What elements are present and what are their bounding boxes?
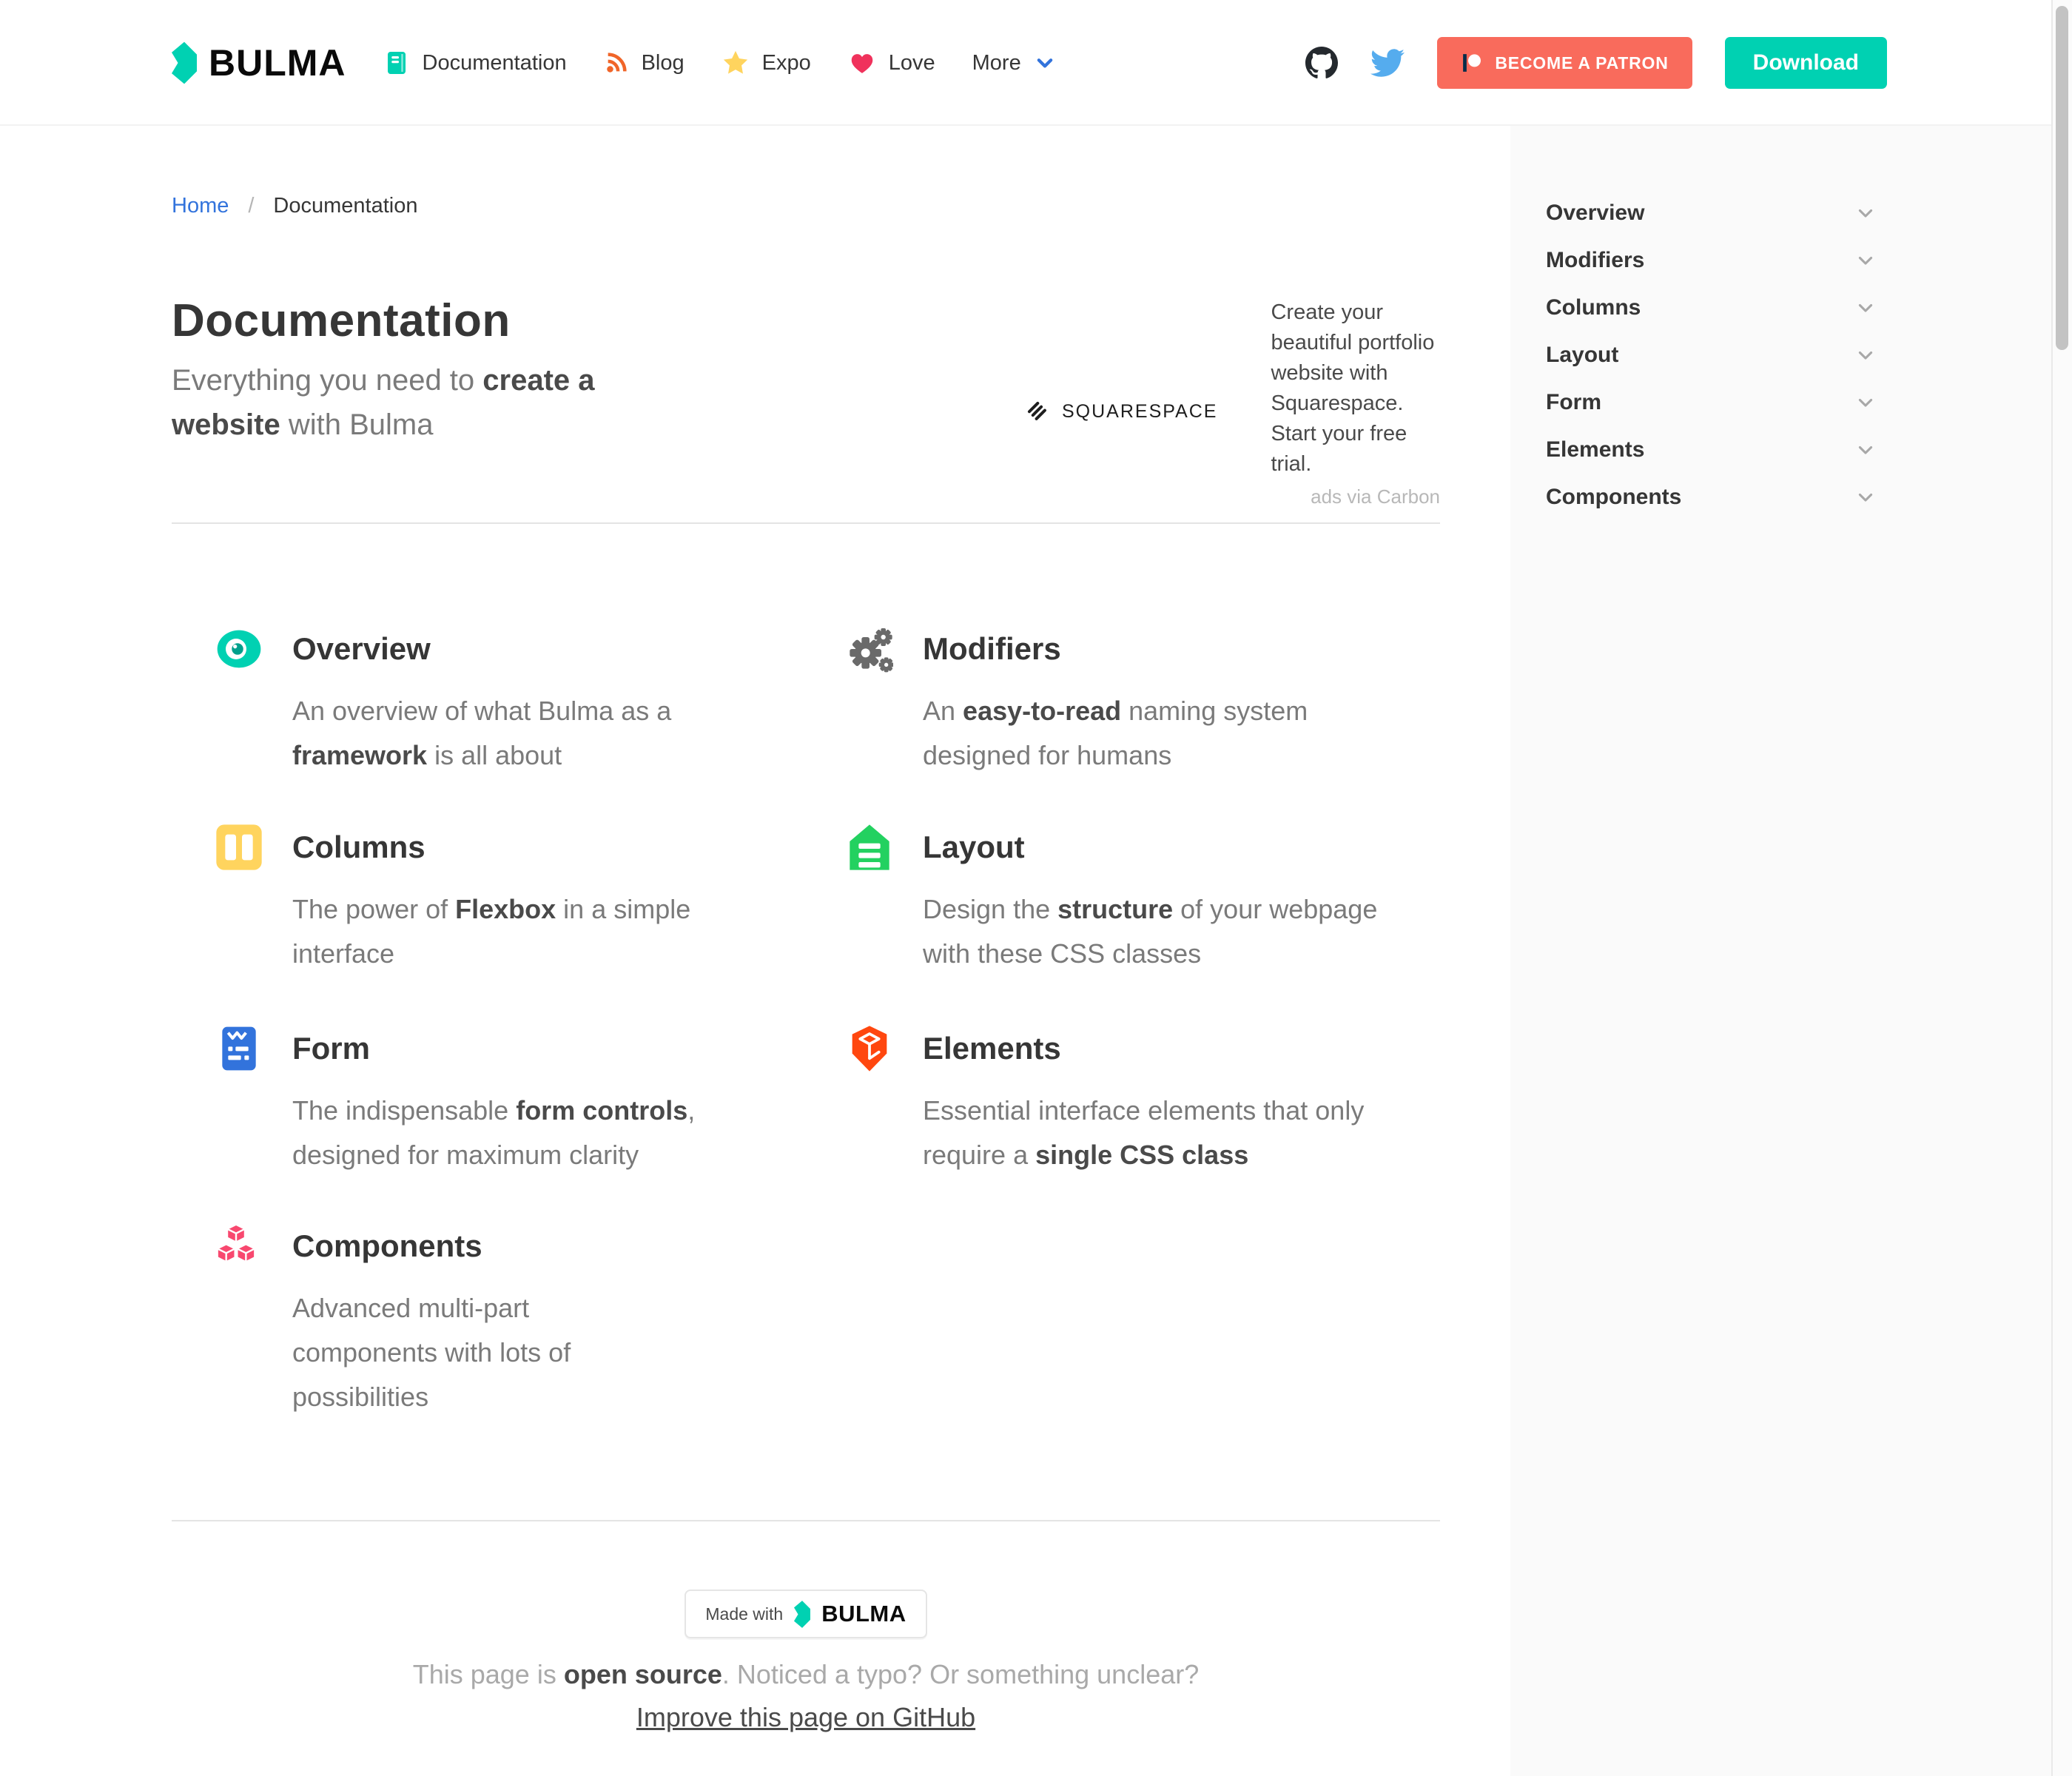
nav-item-label: Expo [761, 50, 811, 75]
improve-page-github-link[interactable]: Improve this page on GitHub [636, 1702, 976, 1732]
chevron-down-icon[interactable] [1855, 203, 1876, 223]
navbar [0, 0, 2072, 126]
cube-group [218, 1225, 255, 1262]
cube-icon [846, 1025, 893, 1072]
doc-card-overview[interactable] [215, 625, 729, 778]
card-title: Modifiers [923, 631, 1061, 666]
toc-item-layout[interactable]: Layout [1546, 332, 1876, 379]
bulma-gem-icon [172, 41, 197, 84]
cubes-icon [215, 1222, 263, 1270]
card-description: An overview of what Bulma as a framework is all about [292, 696, 672, 770]
chevron-down-icon[interactable] [1855, 345, 1876, 366]
scrollbar-thumb[interactable] [2056, 6, 2068, 350]
become-a-patron-button[interactable] [1437, 37, 1692, 89]
nav-item-label: Love [888, 50, 935, 75]
github-icon[interactable] [1305, 47, 1338, 79]
breadcrumb-separator: / [248, 194, 255, 218]
footer [172, 1590, 1440, 1733]
breadcrumb-home-link[interactable]: Home [172, 194, 229, 218]
nav-item-label: More [972, 50, 1021, 75]
navbar-right [1305, 0, 1887, 126]
doc-card-modifiers[interactable] [846, 625, 1389, 778]
nav-item-documentation[interactable] [383, 50, 567, 76]
carbon-ad [1025, 297, 1440, 508]
header-divider [172, 522, 1440, 524]
nav-item-label: Blog [641, 50, 684, 75]
nav-item-blog[interactable] [604, 50, 684, 75]
eye-icon [215, 625, 263, 673]
book-icon [383, 50, 410, 76]
toc-item-form[interactable]: Form [1546, 379, 1876, 426]
footer-note: This page is open source. Noticed a typo? Or something unclear? [412, 1659, 1200, 1689]
navbar-left [172, 0, 1056, 126]
patreon-icon [1461, 52, 1483, 74]
chevron-down-icon[interactable] [1855, 297, 1876, 318]
bulma-logo[interactable] [172, 41, 346, 84]
bulma-gem-icon [794, 1601, 810, 1628]
made-with-brand: BULMA [821, 1601, 906, 1627]
nav-item-love[interactable] [848, 49, 935, 77]
doc-card-elements[interactable] [846, 1025, 1389, 1177]
toc-item-components[interactable]: Components [1546, 474, 1876, 521]
ads-via-carbon-link[interactable]: ads via Carbon [1311, 485, 1440, 508]
doc-card-components[interactable] [215, 1222, 636, 1419]
card-description: The indispensable form controls, designed for maximum clarity [292, 1095, 696, 1170]
layout-icon [846, 824, 893, 871]
card-title: Layout [923, 830, 1025, 864]
nav-item-label: Documentation [422, 50, 567, 75]
squarespace-icon [1025, 399, 1050, 424]
nav-item-expo[interactable] [722, 49, 811, 77]
made-with-label: Made with [705, 1604, 784, 1624]
twitter-icon[interactable] [1370, 46, 1405, 80]
gears-icon [846, 625, 893, 673]
ad-brand-name: SQUARESPACE [1062, 400, 1218, 422]
card-description: An easy-to-read naming system designed for humans [923, 696, 1308, 770]
card-description: Design the structure of your webpage with these CSS classes [923, 894, 1378, 969]
scrollbar-track[interactable] [2051, 0, 2072, 1776]
card-title: Form [292, 1031, 370, 1066]
card-title: Overview [292, 631, 431, 666]
card-title: Columns [292, 830, 426, 864]
patron-button-label: BECOME A PATRON [1495, 53, 1669, 73]
footer-divider [172, 1520, 1440, 1521]
chevron-down-icon [1034, 52, 1056, 74]
breadcrumb-current: Documentation [273, 194, 418, 218]
card-description: Essential interface elements that only require a single CSS class [923, 1095, 1365, 1170]
chevron-down-icon[interactable] [1855, 487, 1876, 508]
table-of-contents [1546, 189, 1876, 521]
page-title: Documentation [172, 295, 511, 346]
doc-card-columns[interactable] [215, 824, 744, 976]
card-description: The power of Flexbox in a simple interface [292, 894, 691, 969]
columns-icon [215, 824, 263, 871]
form-icon [215, 1025, 263, 1072]
chevron-down-icon[interactable] [1855, 392, 1876, 413]
chevron-down-icon[interactable] [1855, 440, 1876, 460]
doc-card-layout[interactable] [846, 824, 1396, 976]
brand-name: BULMA [209, 42, 346, 84]
toc-item-elements[interactable]: Elements [1546, 426, 1876, 474]
breadcrumb [172, 194, 417, 218]
toc-item-modifiers[interactable]: Modifiers [1546, 237, 1876, 284]
doc-card-form[interactable] [215, 1025, 744, 1177]
ad-text[interactable]: Create your beautiful portfolio website with Squarespace. Start your free trial. [1271, 300, 1435, 476]
star-icon [722, 49, 750, 77]
card-title: Components [292, 1228, 482, 1263]
toc-item-overview[interactable]: Overview [1546, 189, 1876, 237]
heart-icon [848, 49, 876, 77]
download-button-label: Download [1752, 50, 1859, 75]
chevron-down-icon[interactable] [1855, 250, 1876, 271]
card-title: Elements [923, 1031, 1061, 1066]
card-description: Advanced multi-part components with lots of possibilities [292, 1293, 571, 1412]
made-with-bulma-badge[interactable] [684, 1590, 926, 1638]
nav-item-more[interactable] [972, 51, 1056, 75]
download-button[interactable] [1725, 37, 1887, 89]
toc-item-columns[interactable]: Columns [1546, 284, 1876, 332]
page-subtitle: Everything you need to create a website with Bulma [172, 364, 595, 441]
rss-icon [604, 50, 629, 75]
squarespace-brand[interactable] [1025, 343, 1217, 480]
